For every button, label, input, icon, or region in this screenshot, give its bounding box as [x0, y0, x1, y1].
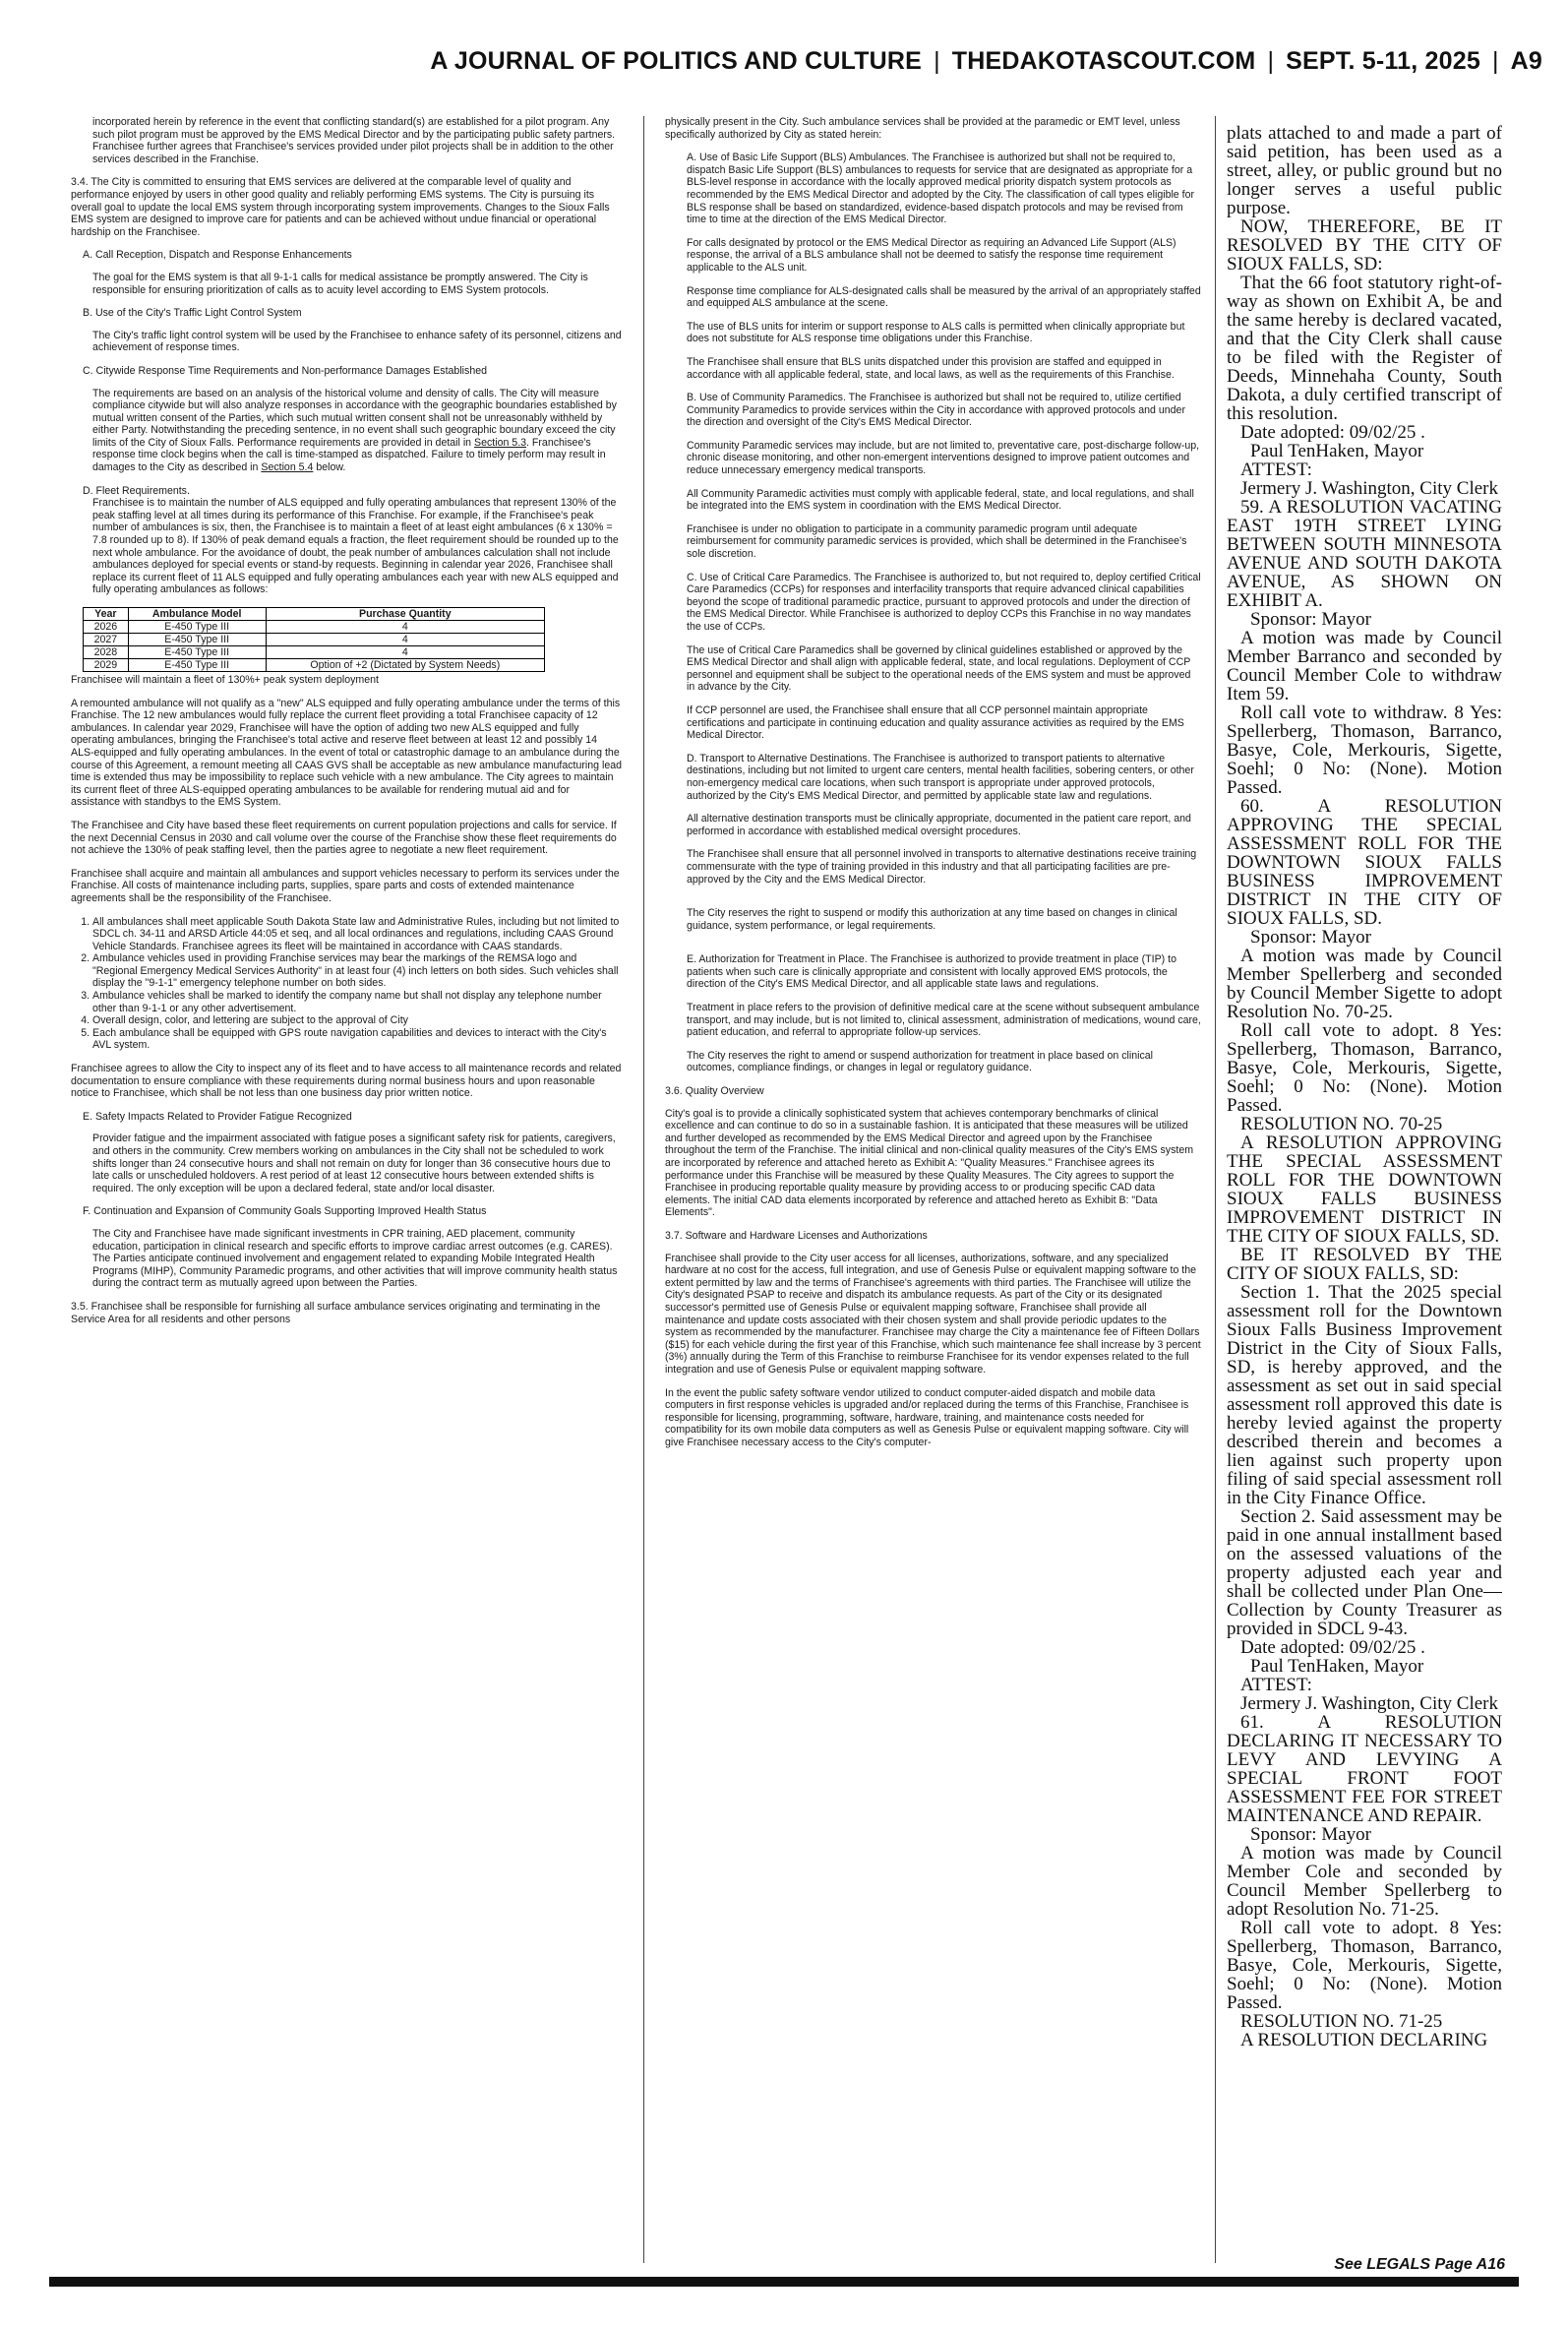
table-cell: 4: [266, 634, 544, 646]
paragraph: The City and Franchisee have made significant investments in CPR training, AED placement, community education, participation in clinical research and specific efforts to improve cardiac arrest outcomes (e.g. CARES). The Parties anticipate continued involvement and engagement related to expanding Mobile Integrated Health Programs (MIHP), Community Paramedic programs, and other activities that will improve community health status during the contract term as mutually agreed upon between the Parties.: [92, 1227, 618, 1290]
minutes-paragraph: Section 1. That the 2025 special assessment roll for the Downtown Sioux Falls Business Improvement District in the City of Sioux Falls, SD, is hereby approved, and the assessment as set out in said special assessment roll approved this date is hereby levied against the property described therein and becomes a lien against such property upon filing of said special assessment roll in the City Finance Office.: [1227, 1282, 1502, 1508]
paragraph: The City's traffic light control system will be used by the Franchisee to enhance safety of its personnel, citizens and achievement of response times.: [92, 329, 622, 354]
column-divider: [643, 116, 644, 2263]
council-minutes-column: [1227, 124, 1502, 2249]
section-heading: 3.6. Quality Overview: [665, 1085, 764, 1098]
paragraph: C. Use of Critical Care Paramedics. The Franchisee is authorized to, but not required to, deploy certified Critical Care Paramedics (CCPs) for responses and interfacility transports that require advanced clinical capabilities beyond the scope of traditional paramedic practice, pursuant to approved protocols and under the direction of the EMS Medical Director. While Franchisee is authorized to deploy CCPs this Franchise in no way mandates the use of CCPs.: [687, 571, 1201, 633]
paragraph: All Community Paramedic activities must comply with applicable federal, state, and local regulations, and shall be integrated into the EMS system in coordination with the EMS Medical Director.: [687, 487, 1194, 513]
minutes-paragraph: 61. A RESOLUTION DECLARING IT NECESSARY TO LEVY AND LEVYING A SPECIAL FRONT FOOT ASSESSMENT FEE FOR STREET MAINTENANCE AND REPAIR.: [1227, 1712, 1502, 1826]
paragraph: [92, 388, 622, 474]
paragraph: The Franchisee and City have based these fleet requirements on current population projections and calls for service. If the next Decennial Census in 2030 and call volume over the course of the Franchise show these fleet requirements do not achieve the 130% of peak staffing level, then the parties agree to negotiate a new fleet requirement.: [71, 819, 617, 857]
paragraph: Franchisee agrees to allow the City to inspect any of its fleet and to have access to all maintenance records and related documentation to ensure compliance with these requirements during normal business hours and upon reasonable notice to Franchisee, which shall be not less than one business day prior written notice.: [71, 1063, 622, 1100]
issue-date: SEPT. 5-11, 2025: [1286, 47, 1480, 75]
minutes-paragraph: plats attached to and made a part of said petition, has been used as a street, alley, or public ground but no longer serves a useful public purpose.: [1227, 124, 1502, 218]
table-row: [84, 634, 545, 646]
paragraph: For calls designated by protocol or the EMS Medical Director as requiring an Advanced Life Support (ALS) response, the arrival of a BLS ambulance shall not be deemed to satisfy the response time requirement applicable to the ALS unit.: [687, 236, 1176, 274]
paragraph: If CCP personnel are used, the Franchisee shall ensure that all CCP personnel maintain appropriate certifications and participate in continuing education and quality assurance activities as required by the EMS Medical Director.: [687, 704, 1184, 742]
section-heading: B. Use of the City's Traffic Light Control System: [83, 307, 302, 320]
paragraph: The City reserves the right to suspend or modify this authorization at any time based on changes in clinical guidance, system performance, or legal requirements.: [687, 907, 1177, 932]
table-cell: E-450 Type III: [128, 621, 266, 634]
section-heading: D. Fleet Requirements.: [83, 484, 190, 497]
minutes-paragraph: A motion was made by Council Member Cole and seconded by Council Member Spellerberg to adopt Resolution No. 71-25.: [1227, 1843, 1502, 1920]
paragraph: E. Authorization for Treatment in Place. The Franchisee is authorized to provide treatment in place (TIP) to patients when such care is clinically appropriate and consistent with locally approved EMS protocols, the direction of the City's EMS Medical Director, and all applicable state laws and regulations.: [687, 953, 1176, 991]
section-reference: Section 5.4: [261, 461, 314, 474]
paragraph: Franchisee shall acquire and maintain all ambulances and support vehicles necessary to perform its services under the Franchise. All costs of maintenance including parts, supplies, spare parts and costs of extended maintenance agreements shall be the responsibility of the Franchisee.: [71, 867, 620, 904]
text-run: . Franchisee's response time clock begins when the call is time-stamped as dispatched. Failure to timely perform may result in damages to the City as described in: [92, 436, 606, 474]
section-heading: F. Continuation and Expansion of Community Goals Supporting Improved Health Status: [83, 1205, 487, 1218]
minutes-paragraph: A RESOLUTION APPROVING THE SPECIAL ASSESSMENT ROLL FOR THE DOWNTOWN SIOUX FALLS BUSINESS IMPROVEMENT DISTRICT IN THE CITY OF SIOUX FALLS, SD.: [1227, 1132, 1502, 1247]
paragraph: incorporated herein by reference in the event that conflicting standard(s) are established for a pilot program. Any such pilot program must be approved by the EMS Medical Director and by the participating public safety partners. Franchisee further agrees that Franchisee's services provided under pilot projects shall be in addition to the other services described in the Franchise.: [92, 116, 616, 165]
paragraph: The use of BLS units for interim or support response to ALS calls is permitted when clinically appropriate but does not substitute for ALS response time obligations under this Franchise.: [687, 320, 1185, 345]
minutes-paragraph: A motion was made by Council Member Barranco and seconded by Council Member Cole to withdraw Item 59.: [1227, 628, 1502, 704]
table-caption: Franchisee will maintain a fleet of 130%+ peak system deployment: [71, 674, 379, 686]
header-separator: |: [1491, 47, 1499, 75]
table-cell: 2028: [84, 646, 129, 659]
legal-column-2: [665, 116, 1201, 2263]
fleet-replacement-table: [83, 607, 545, 672]
header-separator: |: [934, 47, 940, 75]
paragraph: The Franchisee shall ensure that all personnel involved in transports to alternative destinations receive training commensurate with the type of training provided in this industry and that all participating facilities are pre-approved by the City and the EMS Medical Director.: [687, 848, 1197, 886]
numbered-list: [71, 916, 622, 1053]
list-item: 2. Ambulance vehicles used in providing Franchise services may bear the markings of the REMSA logo and "Regional Emergency Medical Services Authority" in at least four (4) inch letters on both sides. Such vehicles shall display the "9-1-1" emergency telephone number on both sides.: [92, 952, 622, 990]
paragraph: City's goal is to provide a clinically sophisticated system that achieves contemporary benchmarks of clinical excellence and can continue to do so in a sustainable fashion. It is anticipated that these measures will be utilized and further developed as recommended by the EMS Medical Director and agreed upon by the Franchisee throughout the term of the Franchise. The initial clinical and non-clinical quality measures of the City's EMS system are incorporated by reference and attached hereto as Exhibit A: "Quality Measures." Franchisee agrees its performance under this Franchise will be measured by these Quality Measures. The City agrees to support the Franchisee in producing reportable quality measure by providing access to or producing specific CAD data elements. The initial CAD data elements incorporated by reference and attached hereto as Exhibit B: "Data Elements".: [665, 1107, 1194, 1219]
table-cell: 4: [266, 646, 544, 659]
table-cell: 2026: [84, 621, 129, 634]
section-reference: Section 5.3: [474, 436, 527, 449]
column-header: Purchase Quantity: [266, 608, 544, 621]
minutes-paragraph: Paul TenHaken, Mayor: [1250, 1656, 1424, 1677]
paragraph: B. Use of Community Paramedics. The Franchisee is authorized but shall not be required to, utilize certified Community Paramedics to provide services within the City in accordance with approved protocols and under the direction and oversight of the City's EMS Medical Director.: [687, 392, 1185, 429]
section-heading: A. Call Reception, Dispatch and Response Enhancements: [83, 249, 352, 262]
column-header: Year: [84, 608, 129, 621]
minutes-paragraph: ATTEST:: [1240, 1675, 1312, 1695]
table-cell: E-450 Type III: [128, 646, 266, 659]
paragraph: The Franchisee shall ensure that BLS units dispatched under this provision are staffed and equipped in accordance with all applicable federal, state, and local laws, as well as the requirements of this Franchise.: [687, 355, 1175, 381]
table-cell: 4: [266, 621, 544, 634]
minutes-paragraph: NOW, THEREFORE, BE IT RESOLVED BY THE CITY OF SIOUX FALLS, SD:: [1227, 216, 1502, 275]
table-cell: 2027: [84, 634, 129, 646]
minutes-paragraph: RESOLUTION NO. 71-25: [1240, 2011, 1443, 2032]
paragraph: physically present in the City. Such ambulance services shall be provided at the paramedic or EMT level, unless specifically authorized by City as stated herein:: [665, 116, 1180, 141]
list-item: 3. Ambulance vehicles shall be marked to identify the company name but shall not display any telephone number other than 9-1-1 or any other advertisement.: [92, 990, 622, 1014]
table-cell: E-450 Type III: [128, 659, 266, 672]
minutes-paragraph: Roll call vote to adopt. 8 Yes: Spellerberg, Thomason, Barranco, Basye, Cole, Merkouris, Sigette, Soehl; 0 No: (None). Motion Passed.: [1227, 1020, 1502, 1116]
publication-tagline: A JOURNAL OF POLITICS AND CULTURE: [430, 47, 923, 75]
paragraph: Community Paramedic services may include, but are not limited to, preventative care, post-discharge follow-up, chronic disease monitoring, and other non-emergent interventions designed to improve patient outcomes and reduce unnecessary emergency medical transports.: [687, 439, 1200, 477]
minutes-paragraph: Section 2. Said assessment may be paid in one annual installment based on the assessed valuations of the property adjusted each year and shall be collected under Plan One—Collection by County Treasurer as provided in SDCL 9-43.: [1227, 1506, 1502, 1639]
minutes-paragraph: Sponsor: Mayor: [1250, 1824, 1371, 1845]
column-header: Ambulance Model: [128, 608, 266, 621]
list-item: 5. Each ambulance shall be equipped with GPS route navigation capabilities and devices to interact with the City's AVL system.: [92, 1027, 622, 1052]
minutes-paragraph: Jermery J. Washington, City Clerk: [1240, 478, 1498, 499]
paragraph: A. Use of Basic Life Support (BLS) Ambulances. The Franchisee is authorized but shall not be required to, dispatch Basic Life Support (BLS) ambulances to requests for service that are designated as appropriate for a BLS-level response in accordance with the locally approved medical priority dispatch system protocols as recommended by the EMS Medical Director and adopted by the City. The classification of call types eligible for BLS response shall be based on standardized, evidence-based dispatch protocols and may be revised from time to time at the direction of the EMS Medical Director.: [687, 152, 1195, 226]
table-cell: E-450 Type III: [128, 634, 266, 646]
table-row: [84, 646, 545, 659]
minutes-paragraph: Date adopted: 09/02/25 .: [1240, 1637, 1425, 1658]
list-item: 4. Overall design, color, and lettering are subject to the approval of City: [92, 1014, 622, 1027]
header-separator: |: [1267, 47, 1275, 75]
paragraph: D. Transport to Alternative Destinations. The Franchisee is authorized to transport patients to alternative destinations, including but not limited to urgent care centers, mental health facilities, sobering centers, or other non-emergency medical care locations, when such transport is appropriate under approved protocols, authorized by the City's EMS Medical Director, and permitted by applicable state law and regulations.: [687, 752, 1194, 802]
paragraph: The goal for the EMS system is that all 9-1-1 calls for medical assistance be promptly answered. The City is responsible for ensuring prioritization of calls as to acuity level according to EMS System protocols.: [92, 271, 588, 296]
minutes-paragraph: Roll call vote to withdraw. 8 Yes: Spellerberg, Thomason, Barranco, Basye, Cole, Merkouris, Sigette, Soehl; 0 No: (None). Motion Passed.: [1227, 703, 1502, 798]
list-item: 1. All ambulances shall meet applicable South Dakota State law and Administrative Rules, including but not limited to SDCL ch. 34-11 and ARSD Article 44:05 et seq, and all local ordinances and regulations, including CAAS Ground Vehicle Standards. Franchisee agrees its fleet will be maintained in accordance with CAAS standards.: [92, 916, 622, 953]
site-name: THEDAKOTASCOUT.COM: [951, 47, 1256, 75]
minutes-paragraph: Jermery J. Washington, City Clerk: [1240, 1693, 1498, 1714]
table-cell: Option of +2 (Dictated by System Needs): [266, 659, 544, 672]
table-header-row: [84, 608, 545, 621]
minutes-paragraph: Sponsor: Mayor: [1250, 609, 1371, 630]
section-heading: 3.7. Software and Hardware Licenses and Authorizations: [665, 1229, 928, 1242]
table-row: [84, 621, 545, 634]
paragraph: Provider fatigue and the impairment associated with fatigue poses a significant safety risk for patients, caregivers, and others in the community. Crew members working on ambulances in the City shall not be scheduled to work shifts longer than 24 consecutive hours and shall not remain on duty for longer than 36 consecutive hours due to late calls or unscheduled holdovers. A rest period of at least 12 consecutive hours between extended shifts is required. The only exception will be upon a declared federal, state and/or local disaster.: [92, 1132, 616, 1194]
minutes-paragraph: Date adopted: 09/02/25 .: [1240, 422, 1425, 443]
table-row: [84, 659, 545, 672]
paragraph: 3.5. Franchisee shall be responsible for furnishing all surface ambulance services originating and terminating in the Service Area for all residents and other persons: [71, 1300, 601, 1325]
page-header: [0, 47, 1568, 87]
paragraph: All alternative destination transports must be clinically appropriate, documented in the patient care report, and performed in accordance with established medical oversight procedures.: [687, 813, 1191, 837]
minutes-paragraph: 59. A RESOLUTION VACATING EAST 19TH STREET LYING BETWEEN SOUTH MINNESOTA AVENUE AND SOUTH DAKOTA AVENUE, AS SHOWN ON EXHIBIT A.: [1227, 497, 1502, 611]
minutes-paragraph: BE IT RESOLVED BY THE CITY OF SIOUX FALLS, SD:: [1227, 1245, 1502, 1284]
paragraph: Treatment in place refers to the provision of definitive medical care at the scene without subsequent ambulance transport, and may include, but is not limited to, clinical assessment, administration of medications, wound care, patient education, and referral to appropriate follow-up services.: [687, 1002, 1201, 1039]
minutes-paragraph: Roll call vote to adopt. 8 Yes: Spellerberg, Thomason, Barranco, Basye, Cole, Merkouris, Sigette, Soehl; 0 No: (None). Motion Passed.: [1227, 1918, 1502, 2013]
section-heading: C. Citywide Response Time Requirements and Non-performance Damages Established: [83, 364, 487, 377]
paragraph: 3.4. The City is committed to ensuring that EMS services are delivered at the comparable level of quality and performance enjoyed by users in other good quality and reliably performing EMS systems. The City is pursuing its overall goal to update the local EMS system through incorporating system improvements. Changes to the Sioux Falls EMS system are designed to improve care for patients and can be achieved without undue financial or operational hardship on the Franchisee.: [71, 176, 610, 238]
paragraph: In the event the public safety software vendor utilized to conduct computer-aided dispatch and mobile data computers in first response vehicles is upgraded and/or replaced during the terms of this Franchise, Franchisee is responsible for licensing, programming, software, hardware, training, and maintenance costs needed for compatibility for its own mobile data computers as well as Genesis Pulse or equivalent mapping software. City will give Franchisee necessary access to the City's computer-: [665, 1386, 1189, 1448]
column-divider: [1215, 116, 1216, 2263]
minutes-paragraph: Sponsor: Mayor: [1250, 927, 1371, 948]
text-run: The requirements are based on an analysis of the historical volume and density of calls. The City will measure compliance citywide but will also analyze responses in accordance with the geographic boundaries established by mutual written consent of the Parties, which such mutual written consent shall not be unreasonably withheld by either Party. Notwithstanding the preceding sentence, in no event shall such geographic boundary exceed the city limits of the City of Sioux Falls. Performance requirements are provided in detail in: [92, 387, 617, 449]
paragraph: Franchisee shall provide to the City user access for all licenses, authorizations, software, and any specialized hardware at no cost for the access, full integration, and use of Genesis Pulse or equivalent mapping software to the extent permitted by law and the terms of Franchisee's agreements with third parties. The Franchisee will utilize the City's designated PSAP to receive and dispatch its ambulance requests. As part of the City or its designated successor's permitted use of Genesis Pulse or equivalent mapping software, Franchisee shall provide all maintenance and update costs associated with their chosen system and shall provide periodic updates to the system as recommended by the manufacturer. Franchisee may charge the City a maintenance fee of Fifteen Dollars ($15) for each vehicle during the first year of this Franchise, which such maintenance fee shall increase by 3 percent (3%) annually during the Term of this Franchise to reimburse Franchisee for its vendor expenses related to the full integration and use of Genesis Pulse or equivalent mapping software.: [665, 1252, 1201, 1376]
paragraph: A remounted ambulance will not qualify as a "new" ALS equipped and fully operating ambulance under the terms of this Franchise. The 12 new ambulances would fully replace the current fleet providing a total Franchisee capacity of 12 ambulances. In calendar year 2029, Franchisee will have the option of adding two new ALS equipped and fully operating ambulances, bringing the Franchisee's total active and reserve fleet between at least 12 and possibly 14 ALS-equipped and fully operating ambulances. In the event of total or catastrophic damage to an ambulance during the course of this Agreement, a remount meeting all CAAS GVS shall be acceptable as new ambulance manufacturing lead time is extended thus may be impossibility to replace such vehicle with a new ambulance. The City agrees to maintain its current fleet of three ALS-equipped operating ambulances to be available for rendering mutual aid and for assistance with standbys to the EMS System.: [71, 697, 622, 809]
minutes-paragraph: That the 66 foot statutory right-of-way as shown on Exhibit A, be and the same hereby is declared vacated, and that the City Clerk shall cause to be filed with the Register of Deeds, Minnehaha County, South Dakota, a duly certified transcript of this resolution.: [1227, 273, 1502, 424]
minutes-paragraph: A motion was made by Council Member Spellerberg and seconded by Council Member Sigette to adopt Resolution No. 70-25.: [1227, 946, 1502, 1022]
footer-rule: [49, 2277, 1519, 2287]
table-cell: 2029: [84, 659, 129, 672]
paragraph: The City reserves the right to amend or suspend authorization for treatment in place based on clinical outcomes, compliance findings, or changes in legal or regulatory guidance.: [687, 1049, 1154, 1074]
paragraph: Franchisee is to maintain the number of ALS equipped and fully operating ambulances that represent 130% of the peak staffing level at all times during its performance of this Franchise. For example, if the Franchisee's peak number of ambulances is six, then, the Franchisee is to maintain a fleet of at least eight ambulances (6 x 130% = 7.8 rounded up to 8). If 130% of peak demand equals a fraction, the fleet requirement should be rounded up to the next whole ambulance. For the avoidance of doubt, the peak number of ambulances calculation shall not include ambulances deployed for special events or stand-by requests. Beginning in calendar year 2026, Franchisee shall replace its current fleet of 11 ALS equipped and fully operating ambulances each year with new ALS equipped and fully operating ambulances as follows:: [92, 497, 619, 596]
minutes-paragraph: RESOLUTION NO. 70-25: [1240, 1114, 1443, 1134]
paragraph: Response time compliance for ALS-designated calls shall be measured by the arrival of an appropriately staffed and equipped ALS ambulance at the scene.: [687, 284, 1201, 310]
minutes-paragraph: Paul TenHaken, Mayor: [1250, 441, 1424, 461]
minutes-paragraph: A RESOLUTION DECLARING: [1240, 2030, 1488, 2050]
minutes-paragraph: ATTEST:: [1240, 459, 1312, 480]
paragraph: Franchisee is under no obligation to participate in a community paramedic program until adequate reimbursement for community paramedic services is provided, which shall be determined in the Franchisee's sole discretion.: [687, 522, 1187, 561]
minutes-paragraph: 60. A RESOLUTION APPROVING THE SPECIAL ASSESSMENT ROLL FOR THE DOWNTOWN SIOUX FALLS BUSINESS IMPROVEMENT DISTRICT IN THE CITY OF SIOUX FALLS, SD.: [1227, 796, 1502, 929]
section-heading: E. Safety Impacts Related to Provider Fatigue Recognized: [83, 1110, 352, 1123]
paragraph: The use of Critical Care Paramedics shall be governed by clinical guidelines established or approved by the EMS Medical Director and shall align with applicable federal, state, and local regulations. Deployment of CCP personnel and equipment shall be subject to the operational needs of the EMS system and must be approved in advance by the City.: [687, 643, 1191, 694]
legal-column-1: [71, 116, 622, 2263]
page-number: A9: [1510, 47, 1542, 75]
text-run: below.: [313, 461, 346, 474]
continued-on-link[interactable]: See LEGALS Page A16: [1334, 2256, 1505, 2273]
